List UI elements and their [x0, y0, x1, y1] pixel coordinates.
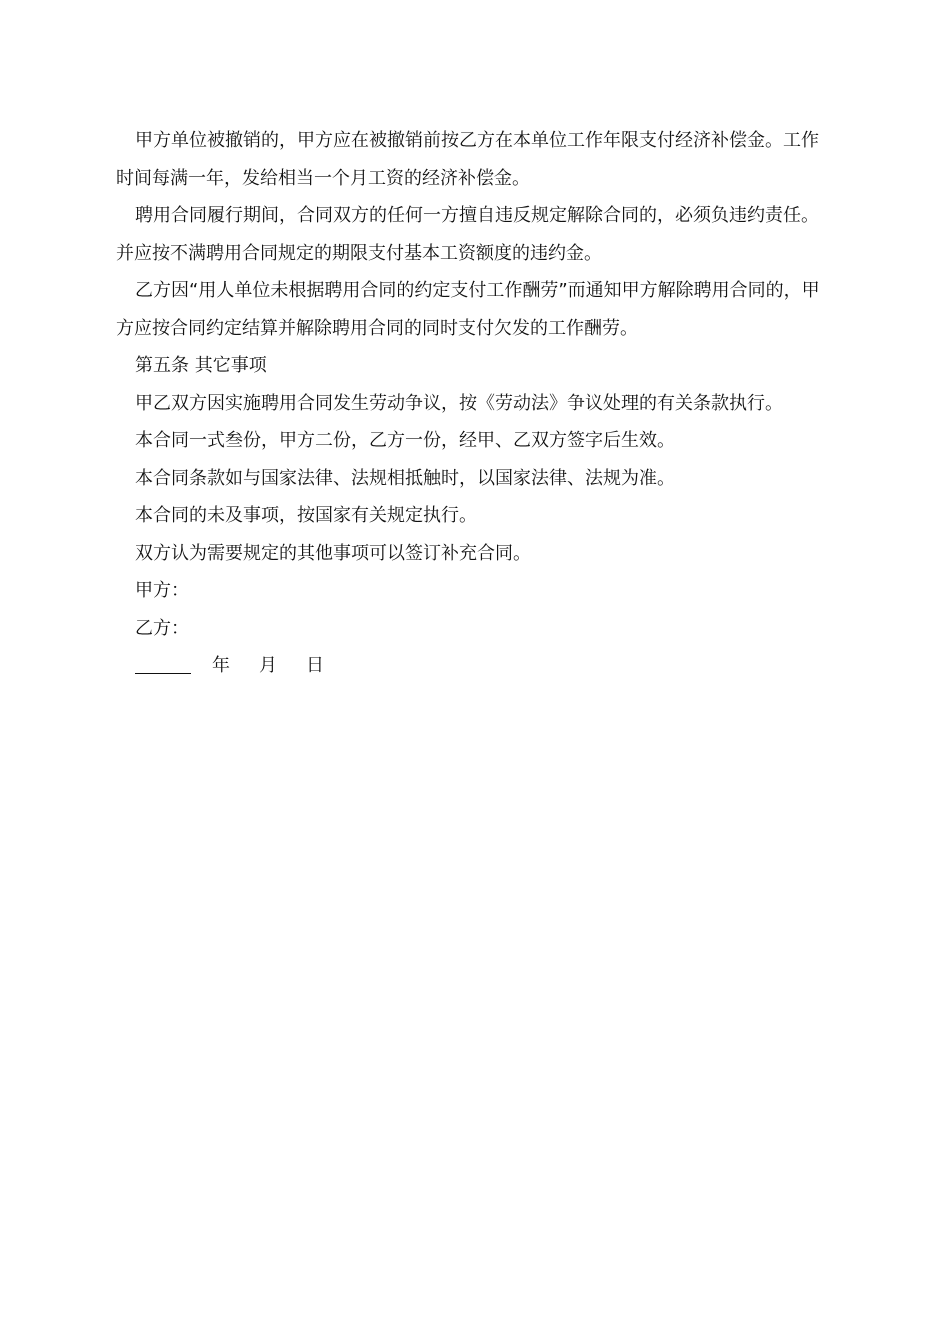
section-heading-other-matters: 第五条 其它事项	[135, 355, 267, 376]
date-day-label: 日	[306, 655, 324, 676]
date-year-blank	[135, 655, 191, 674]
document-body	[116, 122, 836, 685]
paragraph-breach-liability: 聘用合同履行期间，合同双方的任何一方擅自违反规定解除合同的，必须负违约责任。并应按不满聘用合同规定的期限支付基本工资额度的违约金。	[116, 205, 819, 264]
paragraph-unspecified-matters: 本合同的未及事项，按国家有关规定执行。	[135, 505, 477, 526]
party-a-signature-label: 甲方：	[135, 580, 189, 601]
paragraph-supplementary-contract: 双方认为需要规定的其他事项可以签订补充合同。	[135, 542, 531, 564]
paragraph-legal-precedence: 本合同条款如与国家法律、法规相抵触时，以国家法律、法规为准。	[135, 467, 675, 489]
paragraph-unit-dissolution: 甲方单位被撤销的，甲方应在被撤销前按乙方在本单位工作年限支付经济补偿金。工作时间每满一年，发给相当一个月工资的经济补偿金。	[116, 130, 819, 189]
date-year-label: 年	[212, 655, 230, 676]
paragraph-copies: 本合同一式叁份，甲方二份，乙方一份，经甲、乙双方签字后生效。	[135, 430, 675, 451]
paragraph-unpaid-remuneration: 乙方因“用人单位未根据聘用合同的约定支付工作酬劳”而通知甲方解除聘用合同的，甲方应按合同约定结算并解除聘用合同的同时支付欠发的工作酬劳。	[116, 280, 820, 339]
date-month-label: 月	[259, 655, 277, 676]
party-b-signature-label: 乙方：	[135, 617, 189, 639]
paragraph-labor-dispute: 甲乙双方因实施聘用合同发生劳动争议，按《劳动法》争议处理的有关条款执行。	[135, 392, 783, 414]
date-line	[116, 647, 836, 685]
